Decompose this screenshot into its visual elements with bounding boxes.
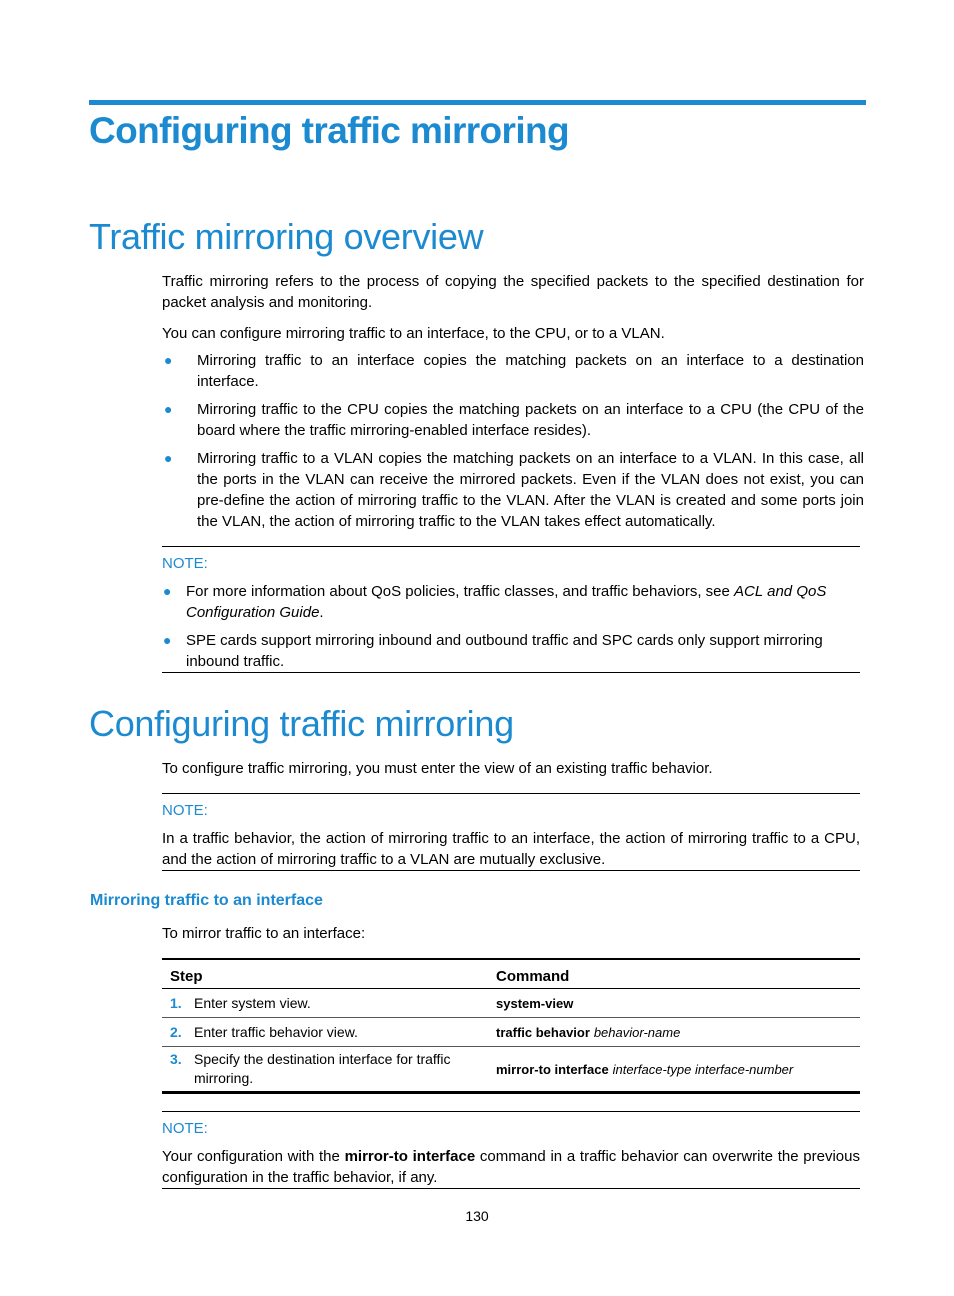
overview-paragraph-2: You can configure mirroring traffic to an interface, to the CPU, or to a VLAN.: [162, 325, 665, 342]
note-item: ● SPE cards support mirroring inbound and outbound traffic and SPC cards only support mirroring inbound traffic.: [163, 632, 823, 670]
bullet-icon: ●: [164, 401, 173, 417]
step-number: 1.: [170, 994, 182, 1011]
table-row: [162, 1047, 860, 1093]
step-number: 3.: [170, 1051, 182, 1067]
note-text: Your configuration with the mirror-to interface command in a traffic behavior can overwrite the previous configuration in the traffic behavior, if any.: [162, 1148, 860, 1186]
command-keyword: mirror-to interface: [344, 1148, 476, 1165]
table-row: [162, 1018, 860, 1047]
section-title-overview: Traffic mirroring overview: [89, 216, 484, 257]
step-text: Specify the destination interface for traffic mirroring.: [194, 1051, 451, 1086]
list-item: ● Mirroring traffic to a VLAN copies the matching packets on an interface to a VLAN. In this case, all the ports in the VLAN can receive the mirrored packets. Even if the VLAN does not exist, you can pre-define the action of mirroring traffic to the VLAN. After the VLAN is created and some ports join the VLAN, the action of mirroring traffic to the VLAN takes effect automatically.: [164, 450, 864, 530]
guide-reference: ACL and QoS Configuration Guide: [186, 583, 827, 621]
note-label: NOTE:: [162, 555, 208, 572]
step-text: Enter traffic behavior view.: [194, 1023, 358, 1040]
command-keyword: system-view: [496, 995, 574, 1011]
bullet-icon: ●: [164, 352, 173, 368]
command-argument: behavior-name: [593, 1024, 681, 1040]
section-title-configuring: Configuring traffic mirroring: [89, 703, 514, 744]
list-item: ● Mirroring traffic to the CPU copies the matching packets on an interface to a CPU (the CPU of the board where the traffic mirroring-enabled interface resides).: [164, 401, 864, 439]
chapter-top-rule: [89, 100, 866, 105]
bullet-icon: ●: [163, 583, 172, 599]
command-keyword: mirror-to interface: [496, 1061, 609, 1077]
table-row: [162, 989, 860, 1018]
steps-table: [162, 958, 860, 1094]
command-argument: interface-type interface-number: [612, 1061, 794, 1077]
overview-paragraph-1: Traffic mirroring refers to the process of copying the specified packets to the specified destination for packet analysis and monitoring.: [162, 273, 864, 311]
note-text: In a traffic behavior, the action of mirroring traffic to an interface, the action of mirroring traffic to a CPU, and the action of mirroring traffic to a VLAN are mutually exclusive.: [162, 830, 860, 868]
command-keyword: traffic behavior: [496, 1024, 590, 1040]
bullet-icon: ●: [163, 632, 172, 648]
note-label: NOTE:: [162, 1120, 208, 1137]
bullet-icon: ●: [164, 450, 173, 466]
note-box-interface: [162, 1111, 860, 1189]
chapter-title: Configuring traffic mirroring: [89, 110, 570, 151]
step-number: 2.: [170, 1023, 182, 1040]
page-number: 130: [465, 1208, 489, 1224]
step-text: Enter system view.: [194, 994, 311, 1011]
interface-intro: To mirror traffic to an interface:: [162, 925, 366, 942]
note-box-configuring: [162, 793, 860, 871]
header-step: Step: [162, 959, 488, 989]
list-item: ● Mirroring traffic to an interface copies the matching packets on an interface to a destination interface.: [164, 352, 864, 390]
note-item: ● For more information about QoS policies, traffic classes, and traffic behaviors, see ACL and QoS Configuration Guide.: [163, 583, 827, 621]
subsection-title-interface: Mirroring traffic to an interface: [90, 892, 323, 909]
configuring-paragraph: To configure traffic mirroring, you must enter the view of an existing traffic behavior.: [162, 760, 713, 777]
table-header-row: [162, 959, 860, 989]
note-box-overview: [162, 546, 860, 673]
note-label: NOTE:: [162, 802, 208, 819]
header-command: Command: [488, 959, 860, 989]
